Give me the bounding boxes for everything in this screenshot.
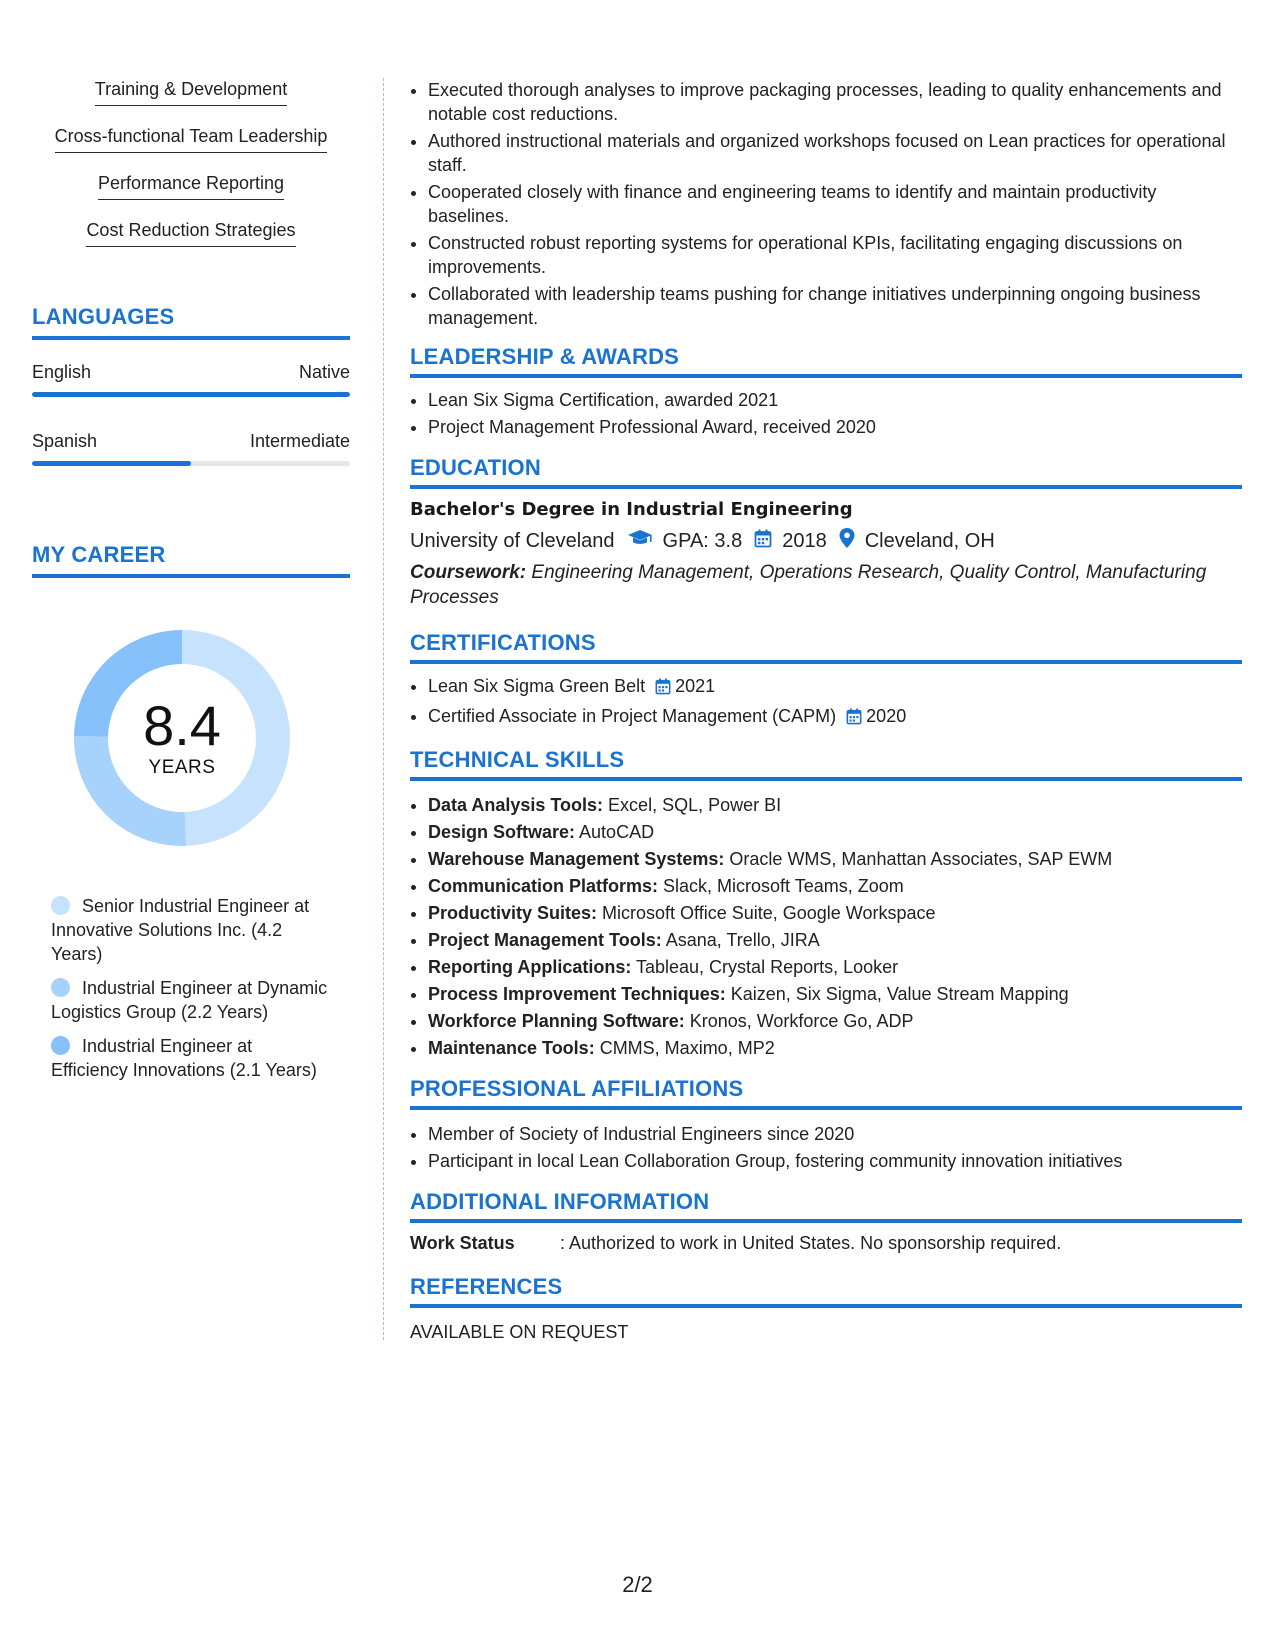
- career-legend-label: Industrial Engineer at Dynamic Logistics Group (2.2 Years): [51, 978, 328, 1022]
- technical-skill-label: Workforce Planning Software:: [428, 1011, 685, 1031]
- career-donut-center: [62, 618, 302, 858]
- technical-skill-label: Data Analysis Tools:: [428, 795, 604, 815]
- legend-dot: [51, 896, 70, 915]
- leadership-heading: LEADERSHIP & AWARDS: [410, 344, 1242, 378]
- language-level-bar: [32, 392, 350, 397]
- coursework-list: Engineering Management, Operations Research, Quality Control, Manufacturing Processes: [410, 562, 1207, 608]
- technical-skill-item: [428, 1036, 1242, 1060]
- leadership-list: [410, 388, 1242, 439]
- career-legend-item: [51, 976, 331, 1024]
- column-divider: [383, 78, 384, 1340]
- technical-skill-value: Tableau, Crystal Reports, Looker: [631, 957, 899, 977]
- technical-skill-value: Slack, Microsoft Teams, Zoom: [658, 876, 904, 896]
- career-total-unit: YEARS: [148, 757, 216, 778]
- career-legend-label: Industrial Engineer at Efficiency Innovations (2.1 Years): [51, 1036, 317, 1080]
- graduation-year: 2018: [782, 529, 827, 552]
- technical-skill-value: Asana, Trello, JIRA: [661, 930, 820, 950]
- language-item: [32, 431, 350, 466]
- education-meta: [410, 528, 1242, 554]
- skill-chip: Training & Development: [95, 78, 287, 106]
- career-donut-chart: [62, 618, 302, 858]
- education-heading: EDUCATION: [410, 455, 1242, 489]
- certifications-heading: CERTIFICATIONS: [410, 630, 1242, 664]
- technical-skills-heading: TECHNICAL SKILLS: [410, 747, 1242, 781]
- calendar-icon: [846, 707, 862, 731]
- technical-skill-value: CMMS, Maximo, MP2: [594, 1038, 775, 1058]
- technical-skill-value: Excel, SQL, Power BI: [603, 795, 782, 815]
- additional-info-heading: ADDITIONAL INFORMATION: [410, 1189, 1242, 1223]
- technical-skill-label: Maintenance Tools:: [428, 1038, 595, 1058]
- technical-skill-item: [428, 955, 1242, 979]
- references-heading: REFERENCES: [410, 1274, 1242, 1308]
- technical-skill-label: Project Management Tools:: [428, 930, 662, 950]
- technical-skill-item: [428, 793, 1242, 817]
- technical-skill-item: [428, 820, 1242, 844]
- affiliations-list: [410, 1122, 1242, 1173]
- location-pin-icon: [839, 528, 855, 554]
- legend-dot: [51, 978, 70, 997]
- degree-title: Bachelor's Degree in Industrial Engineering: [410, 499, 853, 520]
- technical-skill-item: [428, 901, 1242, 925]
- certification-year: 2021: [675, 676, 716, 696]
- technical-skill-label: Productivity Suites:: [428, 903, 598, 923]
- technical-skill-value: Oracle WMS, Manhattan Associates, SAP EWM: [724, 849, 1113, 869]
- technical-skill-value: AutoCAD: [575, 822, 655, 842]
- calendar-icon: [655, 677, 671, 701]
- technical-skill-label: Reporting Applications:: [428, 957, 632, 977]
- career-legend-item: [51, 894, 331, 966]
- coursework-label: Coursework:: [410, 562, 527, 583]
- experience-bullet: • Constructed robust reporting systems for operational KPIs, facilitating engaging discussions on improvements.: [428, 231, 1242, 279]
- language-level-bar: [32, 461, 350, 466]
- career-heading: MY CAREER: [32, 542, 350, 578]
- certification-name: Certified Associate in Project Management (CAPM): [428, 706, 837, 726]
- coursework: [410, 560, 1242, 610]
- technical-skill-label: Warehouse Management Systems:: [428, 849, 725, 869]
- certification-item: [428, 674, 1242, 701]
- affiliations-heading: PROFESSIONAL AFFILIATIONS: [410, 1076, 1242, 1110]
- skill-chip: Performance Reporting: [98, 172, 284, 200]
- page-number: 2/2: [622, 1572, 653, 1597]
- education-location: Cleveland, OH: [864, 529, 995, 552]
- technical-skill-item: [428, 1009, 1242, 1033]
- technical-skill-value: Kaizen, Six Sigma, Value Stream Mapping: [725, 984, 1069, 1004]
- language-item: [32, 362, 350, 397]
- certification-name: Lean Six Sigma Green Belt: [428, 676, 646, 696]
- language-level: Intermediate: [249, 431, 350, 451]
- work-status-row: [410, 1233, 1242, 1254]
- technical-skill-value: Kronos, Workforce Go, ADP: [684, 1011, 914, 1031]
- languages-heading: LANGUAGES: [32, 304, 350, 340]
- experience-bullets: [410, 78, 1242, 330]
- career-legend: [51, 894, 331, 1082]
- experience-bullet: • Executed thorough analyses to improve packaging processes, leading to quality enhancements and notable cost reductions.: [428, 78, 1242, 126]
- language-level-fill: [32, 392, 350, 397]
- right-column: [410, 78, 1242, 1343]
- affiliation-item: • Member of Society of Industrial Engineers since 2020: [428, 1122, 1242, 1146]
- language-name: Spanish: [32, 431, 98, 451]
- certifications-list: [410, 674, 1242, 731]
- career-total-years: 8.4: [143, 694, 221, 757]
- calendar-icon: [754, 529, 772, 554]
- work-status-value: : Authorized to work in United States. No sponsorship required.: [560, 1233, 1062, 1253]
- gpa: GPA: 3.8: [662, 529, 743, 552]
- work-status-label: Work Status: [410, 1233, 515, 1253]
- left-column: [32, 78, 350, 1092]
- technical-skill-item: [428, 928, 1242, 952]
- technical-skill-item: [428, 874, 1242, 898]
- career-legend-label: Senior Industrial Engineer at Innovative Solutions Inc. (4.2 Years): [51, 896, 310, 964]
- language-level-fill: [32, 461, 191, 466]
- technical-skill-item: [428, 847, 1242, 871]
- language-level: Native: [298, 362, 350, 382]
- skill-chip: Cost Reduction Strategies: [86, 219, 295, 247]
- experience-bullet: • Authored instructional materials and organized workshops focused on Lean practices for operational staff.: [428, 129, 1242, 177]
- technical-skill-label: Process Improvement Techniques:: [428, 984, 726, 1004]
- experience-bullet: • Collaborated with leadership teams pushing for change initiatives underpinning ongoing business management.: [428, 282, 1242, 330]
- technical-skill-label: Communication Platforms:: [428, 876, 659, 896]
- career-legend-item: [51, 1034, 331, 1082]
- technical-skill-value: Microsoft Office Suite, Google Workspace: [597, 903, 936, 923]
- skill-list: [32, 78, 350, 266]
- school-name: University of Cleveland: [410, 529, 615, 552]
- language-name: English: [32, 362, 92, 382]
- technical-skills-list: [410, 793, 1242, 1060]
- technical-skill-label: Design Software:: [428, 822, 576, 842]
- leadership-item: • Project Management Professional Award, received 2020: [428, 415, 1242, 439]
- experience-bullet: • Cooperated closely with finance and engineering teams to identify and maintain productivity baselines.: [428, 180, 1242, 228]
- legend-dot: [51, 1036, 70, 1055]
- references-text: AVAILABLE ON REQUEST: [410, 1322, 629, 1342]
- affiliation-item: • Participant in local Lean Collaboration Group, fostering community innovation initiatives: [428, 1149, 1242, 1173]
- leadership-item: • Lean Six Sigma Certification, awarded 2021: [428, 388, 1242, 412]
- graduation-cap-icon: [627, 529, 653, 553]
- technical-skill-item: [428, 982, 1242, 1006]
- certification-item: [428, 704, 1242, 731]
- skill-chip: Cross-functional Team Leadership: [55, 125, 328, 153]
- certification-year: 2020: [866, 706, 907, 726]
